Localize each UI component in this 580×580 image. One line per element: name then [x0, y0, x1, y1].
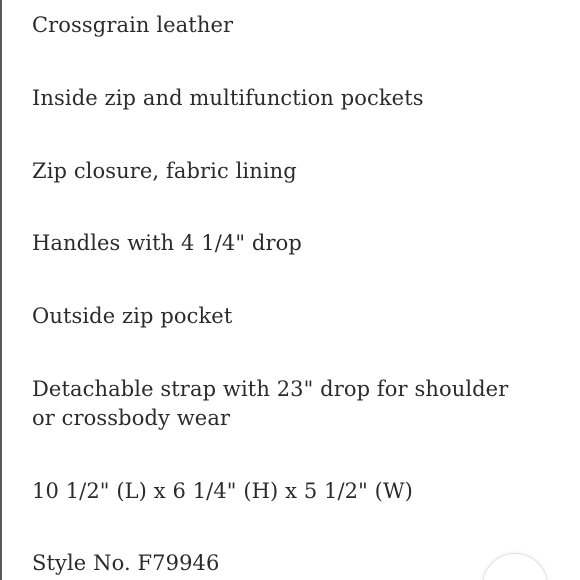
feature-inside-pockets: Inside zip and multifunction pockets	[32, 86, 424, 110]
feature-strap: Detachable strap with 23" drop for shoulder or crossbody wear	[32, 377, 509, 430]
feature-closure-lining: Zip closure, fabric lining	[32, 159, 297, 183]
left-divider	[0, 0, 2, 580]
feature-material: Crossgrain leather	[32, 13, 234, 37]
feature-outside-pocket: Outside zip pocket	[32, 304, 233, 328]
feature-style-number: Style No. F79946	[32, 551, 220, 575]
feature-dimensions: 10 1/2" (L) x 6 1/4" (H) x 5 1/2" (W)	[32, 479, 413, 503]
feature-handles: Handles with 4 1/4" drop	[32, 231, 302, 255]
